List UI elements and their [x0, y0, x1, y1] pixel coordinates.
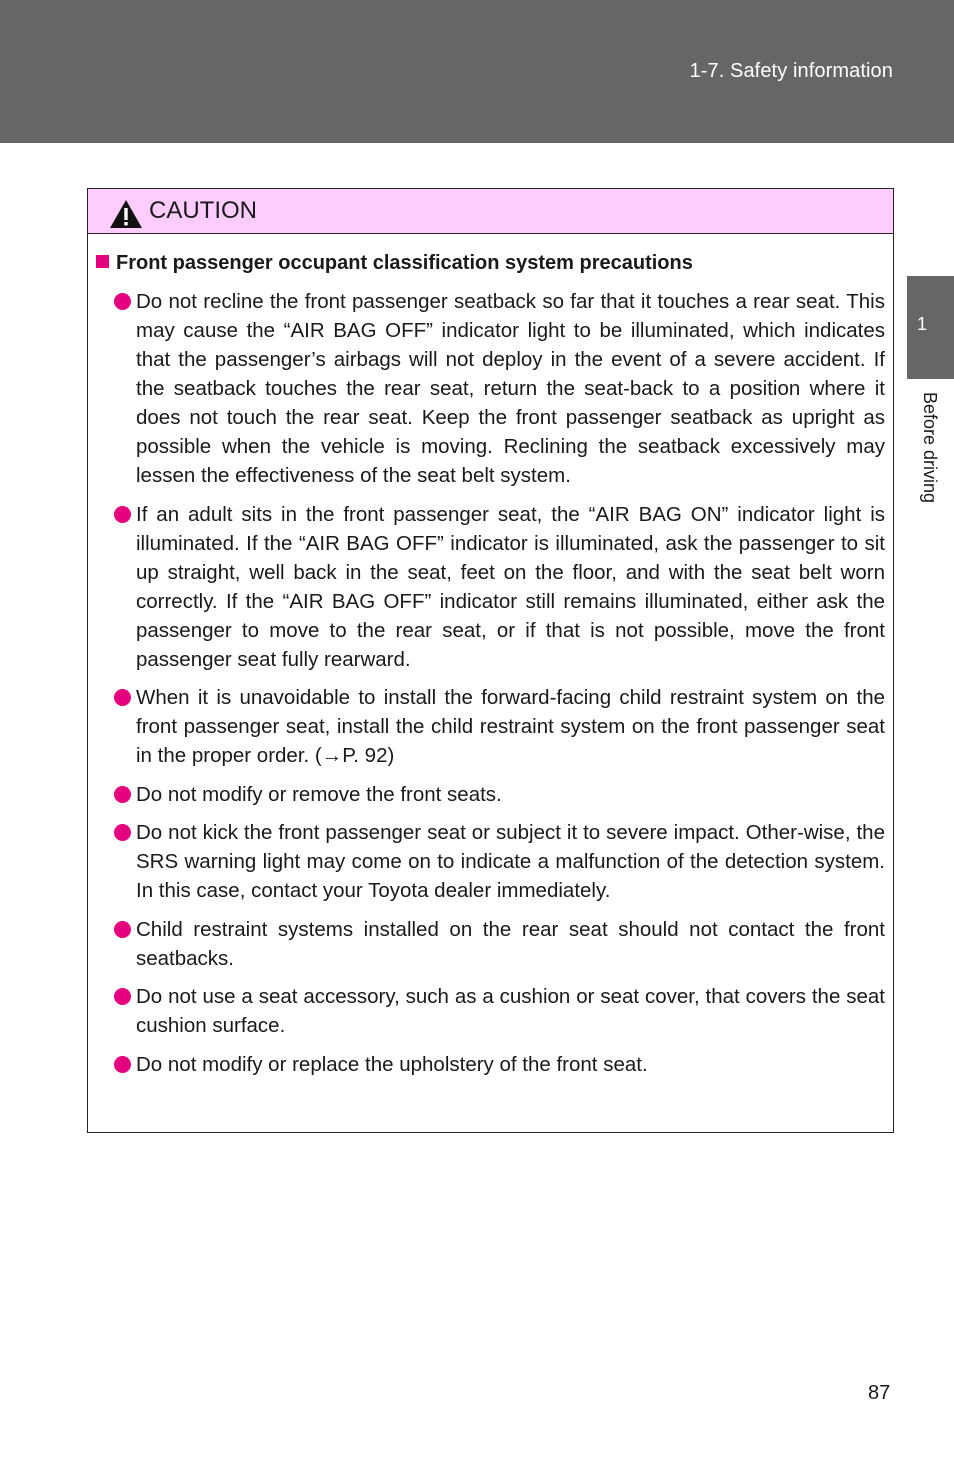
round-bullet-icon	[114, 988, 131, 1005]
section-heading	[96, 252, 693, 275]
square-bullet-icon	[96, 255, 109, 268]
round-bullet-icon	[114, 293, 131, 310]
list-item	[111, 780, 885, 809]
round-bullet-icon	[114, 506, 131, 523]
round-bullet-icon	[114, 824, 131, 841]
round-bullet-icon	[114, 786, 131, 803]
round-bullet-icon	[114, 689, 131, 706]
caution-box	[87, 188, 894, 1133]
list-item-text: Do not modify or remove the front seats.	[136, 782, 502, 806]
section-heading-text: Front passenger occupant classification system precautions	[116, 252, 693, 274]
list-item-text: Child restraint systems installed on the rear seat should not contact the front seatbacks.	[136, 917, 885, 970]
round-bullet-icon	[114, 1056, 131, 1073]
chapter-tab-number: 1	[917, 314, 928, 334]
section-title: 1-7. Safety information	[689, 60, 893, 82]
list-item-text: Do not recline the front passenger seatback so far that it touches a rear seat. This may cause the “AIR BAG OFF” indicator light to be illuminated, which indicates that the passenger’s airbags will not deploy in the event of a severe accident. If the seatback touches the rear seat, return the seat-back to a position where it does not touch the rear seat. Keep the front passenger seatback as upright as possible when the vehicle is moving. Reclining the seatback excessively may lessen the effectiveness of the seat belt system.	[136, 290, 885, 487]
chapter-tab-label: Before driving	[920, 392, 940, 504]
list-item	[111, 287, 885, 490]
list-item	[111, 1050, 885, 1079]
list-item-text: Do not use a seat accessory, such as a cushion or seat cover, that covers the seat cushion surface.	[136, 985, 885, 1037]
list-item-text: If an adult sits in the front passenger seat, the “AIR BAG ON” indicator light is illuminated. If the “AIR BAG OFF” indicator is illuminated, ask the passenger to sit up straight, well back in the seat, feet on the floor, and with the seat belt worn correctly. If the “AIR BAG OFF” indicator still remains illuminated, either ask the passenger to move to the rear seat, or if that is not possible, move the front passenger seat fully rearward.	[136, 502, 885, 671]
round-bullet-icon	[114, 921, 131, 938]
warning-triangle-icon	[109, 199, 143, 229]
caution-list	[111, 287, 885, 1088]
list-item	[111, 818, 885, 905]
caution-header	[88, 189, 893, 234]
list-item	[111, 982, 885, 1040]
chapter-tab	[907, 276, 954, 379]
header-banner	[0, 0, 954, 143]
caution-label: CAUTION	[149, 197, 257, 224]
list-item-text: When it is unavoidable to install the forward-facing child restraint system on the front passenger seat, install the child restraint system on the front passenger seat in the proper order. (→P. 92)	[136, 686, 885, 767]
page-number: 87	[868, 1382, 891, 1404]
list-item	[111, 500, 885, 674]
list-item-text: Do not modify or replace the upholstery of the front seat.	[136, 1052, 648, 1076]
list-item	[111, 683, 885, 770]
list-item	[111, 915, 885, 973]
list-item-text: Do not kick the front passenger seat or subject it to severe impact. Other-wise, the SRS warning light may come on to indicate a malfunction of the detection system. In this case, contact your Toyota dealer immediately.	[136, 821, 885, 902]
